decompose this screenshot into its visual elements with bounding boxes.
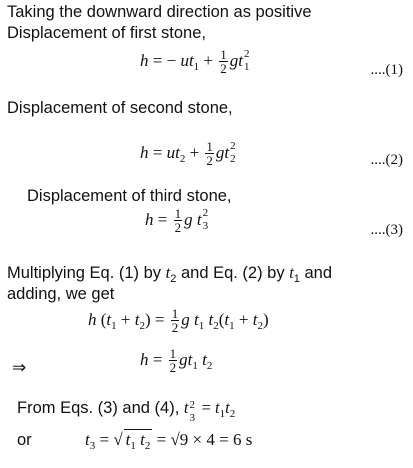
final-result: = √9 × 4 = 6 s xyxy=(156,430,253,449)
multiply-text: Multiplying Eq. (1) by $t_2$ and Eq. (2) by $t_1$ and xyxy=(7,263,333,285)
from-eqs-label: From Eqs. (3) and (4), xyxy=(17,399,180,417)
equation-3: h = $\frac{1}{2}$ g t 2 3 xyxy=(145,206,209,235)
equation-2: $h = ut_2$ + $\frac{1}{2}$ gt 2 2 xyxy=(140,139,236,168)
eq3-number: ....(3) xyxy=(370,222,403,238)
equation-1: h = − $ut_1$ + $\frac{1}{2}$ gt 2 1 xyxy=(140,47,250,76)
adding-text: adding, we get xyxy=(7,285,115,303)
first-stone-label: Displacement of first stone, xyxy=(7,24,206,42)
combined-equation: h $(t_1 + t_2)$ = $\frac{1}{2}$ g $t_1$ $t_2(t_1 + t_2)$ xyxy=(88,306,269,335)
second-stone-label: Displacement of second stone, xyxy=(7,99,233,117)
eq2-number: ....(2) xyxy=(370,152,403,168)
third-stone-label: Displacement of third stone, xyxy=(27,187,232,205)
heading: Taking the downward direction as positive xyxy=(7,3,312,21)
multiply-text-b: and Eq. (2) by xyxy=(180,264,285,282)
from-eqs-text: From Eqs. (3) and (4), t 2 3 = $t_1t_2$ xyxy=(17,398,236,424)
implies-arrow: ⇒ xyxy=(12,358,27,377)
multiply-text-a: Multiplying Eq. (1) by xyxy=(7,264,162,282)
final-equation: $t_3$ = √ $t_1$ $t_2 = √9 \times 4 = 6$ s xyxy=(85,430,253,452)
eq1-number: ....(1) xyxy=(370,62,403,78)
equation-4: h = $\frac{1}{2}$ $gt_1$ $t_2$ xyxy=(140,346,213,375)
or-label: or xyxy=(17,431,32,449)
